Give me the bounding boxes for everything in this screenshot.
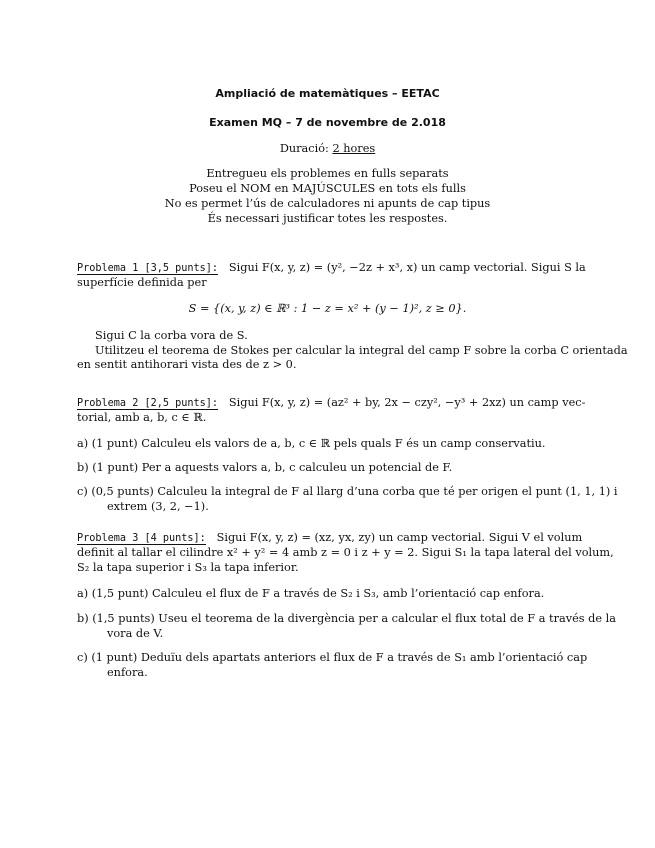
instruction-2: Poseu el NOM en MAJÚSCULES en tots els fulls bbox=[189, 182, 466, 195]
problem-3-item-c-cont: enfora. bbox=[107, 666, 148, 679]
duration-value: 2 hores bbox=[332, 142, 376, 155]
problem-1-label: Problema 1 [3,5 punts]: bbox=[77, 263, 219, 274]
problem-2-intro-line1: Sigui F(x, y, z) = (az² + by, 2x − czy², −y³ + 2xz) un camp vec- bbox=[228, 396, 586, 409]
duration bbox=[0, 142, 655, 155]
problem-1-intro-line2: superfície definida per bbox=[77, 276, 207, 289]
exam-subtitle: Examen MQ – 7 de novembre de 2.018 bbox=[209, 116, 446, 129]
problem-2-label: Problema 2 [2,5 punts]: bbox=[77, 398, 219, 409]
problem-2-intro bbox=[77, 396, 585, 409]
problem-2-item-b: b) (1 punt) Per a aquests valors a, b, c calculeu un potencial de F. bbox=[77, 461, 453, 474]
duration-label: Duració: bbox=[279, 142, 329, 155]
problem-3-item-c: c) (1 punt) Deduïu dels apartats anteriors el flux de F a través de S₁ amb l’orientació cap bbox=[77, 651, 588, 664]
problem-3-item-b-cont: vora de V. bbox=[107, 627, 164, 640]
instruction-1: Entregueu els problemes en fulls separats bbox=[206, 167, 449, 180]
problem-3-item-a: a) (1,5 punt) Calculeu el flux de F a través de S₂ i S₃, amb l’orientació cap enfora. bbox=[77, 587, 545, 600]
problem-1-text-1: Sigui C la corba vora de S. bbox=[95, 329, 248, 342]
problem-3-intro-line3: S₂ la tapa superior i S₃ la tapa inferior. bbox=[77, 561, 299, 574]
exam-title: Ampliació de matemàtiques – EETAC bbox=[215, 87, 440, 100]
problem-2-item-c-cont: extrem (3, 2, −1). bbox=[107, 500, 209, 513]
problem-3-item-b: b) (1,5 punts) Useu el teorema de la divergència per a calcular el flux total de F a través de la bbox=[77, 612, 617, 625]
problem-1-intro-line1: Sigui F(x, y, z) = (y², −2z + x³, x) un camp vectorial. Sigui S la bbox=[228, 261, 586, 274]
problem-3-intro-line1: Sigui F(x, y, z) = (xz, yx, zy) un camp vectorial. Sigui V el volum bbox=[216, 531, 583, 544]
problem-1-intro bbox=[77, 261, 586, 274]
problem-2-item-a: a) (1 punt) Calculeu els valors de a, b, c ∈ ℝ pels quals F és un camp conservatiu. bbox=[77, 437, 546, 450]
problem-1-text-2: Utilitzeu el teorema de Stokes per calcular la integral del camp F sobre la corba C orientada bbox=[95, 344, 628, 357]
problem-3-intro-line2: definit al tallar el cilindre x² + y² = 4 amb z = 0 i z + y = 2. Sigui S₁ la tapa lateral del volum, bbox=[77, 546, 614, 559]
problem-2-item-c: c) (0,5 punts) Calculeu la integral de F al llarg d’una corba que té per origen el punt (1, 1, 1) i bbox=[77, 485, 618, 498]
problem-1-text-3: en sentit antihorari vista des de z > 0. bbox=[77, 358, 297, 371]
problem-1-formula: S = {(x, y, z) ∈ ℝ³ : 1 − z = x² + (y − 1)², z ≥ 0}. bbox=[188, 302, 467, 315]
problem-2-intro-line2: torial, amb a, b, c ∈ ℝ. bbox=[77, 411, 207, 424]
problem-3-intro bbox=[77, 531, 582, 544]
instruction-3: No es permet l’ús de calculadores ni apunts de cap tipus bbox=[164, 197, 491, 210]
instruction-4: És necessari justificar totes les respostes. bbox=[207, 212, 448, 225]
problem-3-label: Problema 3 [4 punts]: bbox=[77, 533, 206, 544]
